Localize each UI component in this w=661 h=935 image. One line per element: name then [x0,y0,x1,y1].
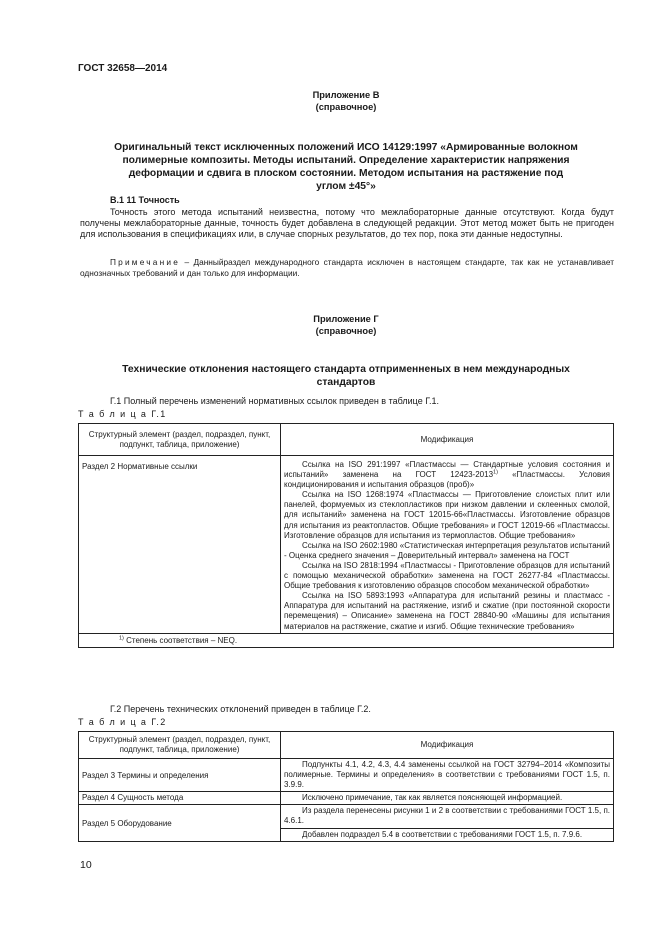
appendix-v-title: Приложение В [312,90,380,100]
heading-line: полимерные композиты. Методы испытаний. Определение характеристик напряжения [122,155,570,166]
heading-line: Технические отклонения настоящего стандарта отприменненых в нем международных [122,364,570,375]
table-header-modification: Модификация [281,424,614,456]
section-heading: В.1 11 Точность [110,195,180,205]
table-row-label: Раздел 2 Нормативные ссылки [79,456,281,634]
table-row-label: Раздел 3 Термины и определения [79,759,281,792]
footnote-mark: 1) [493,469,498,476]
table2-caption: Т а б л и ц а Г.2 [78,717,167,727]
document-header: ГОСТ 32658—2014 [78,63,168,74]
modification-paragraph [284,460,610,490]
g1-paragraph: Г.1 Полный перечень изменений нормативных ссылок приведен в таблице Г.1. [110,396,439,406]
modification-paragraph: Ссылка на ISO 1268:1974 «Пластмассы — Приготовление слоистых плит или панелей, формуемых из стеклопластиков при низком давлении и склеенных смолой, для испытаний» заменена на ГОСТ 12015-66«Пластмассы. Изготовление образцов для испытания из реактопластов. Общие требования» и ГОСТ 12019-66 «Пластмассы. Изготовление образцов для испытания из термопластов. Общие требования» [284,490,610,540]
appendix-g-subtitle: (справочное) [315,326,377,336]
paragraph-text: Ссылка на ISO 291:1997 «Пластмассы — Стандартные условия состояния и испытаний» заменена на ГОСТ 12423-2013 [284,460,610,480]
footnote-text: Степень соответствия – NEQ. [123,635,238,645]
page-number: 10 [80,859,92,871]
modification-paragraph: Подпункты 4.1, 4.2, 4.3, 4.4 заменены ссылкой на ГОСТ 32794–2014 «Композиты полимерные. Термины и определения» в соответствии с требованиями ГОСТ 1.5, п. 3.9.9. [284,760,610,790]
table-header-element: Структурный элемент (раздел, подраздел, пункт, подпункт, таблица, приложение) [79,732,281,759]
table-row-modification [281,792,614,805]
appendix-v-subtitle: (справочное) [315,102,377,112]
precision-paragraph: Точность этого метода испытаний неизвестна, потому что межлабораторные данные отсутствуют. Когда будут получены межлабораторные данные, точность будет добавлена в следующей редакции. Этот метод может быть не пригоден для использования в спецификациях или, в случае спорных результатов, до тех пор, пока эти данные недоступны. [80,207,614,240]
g2-paragraph: Г.2 Перечень технических отклонений приведен в таблице Г.2. [110,704,371,714]
heading-line: стандартов [316,377,376,388]
table-header-element: Структурный элемент (раздел, подраздел, пункт, подпункт, таблица, приложение) [79,424,281,456]
heading-line: Оригинальный текст исключенных положений ИСО 14129:1997 «Армированные волокном [114,142,578,153]
table-footnote [79,633,614,647]
modification-paragraph: Ссылка на ISO 5893:1993 «Аппаратура для испытаний резины и пластмасс - Аппаратура для испытаний на растяжение, изгиб и сжатие (при постоянной скорости перемещения) – Описание» заменена на ГОСТ 28840-90 «Машины для испытания материалов на растяжение, сжатие и изгиб. Общие технические требования» [284,591,610,631]
table-row-label: Раздел 5 Оборудование [79,805,281,841]
table-row-modification [281,805,614,841]
table1-caption: Т а б л и ц а Г.1 [78,409,167,419]
table-row-modification [281,759,614,792]
note-label: Примечание [110,257,181,267]
table-g2 [78,731,614,842]
note-paragraph [80,257,614,278]
footnote-mark: 1) [119,634,124,641]
heading-line: углом ±45°» [316,181,376,192]
table-row-modification [281,456,614,634]
modification-paragraph: Исключено примечание, так как является поясняющей информацией. [302,793,563,803]
table-header-modification: Модификация [281,732,614,759]
table-g1 [78,423,614,648]
appendix-g-heading [78,363,614,389]
modification-paragraph: Ссылка на ISO 2818:1994 «Пластмассы - Приготовление образцов для испытаний с помощью механической обработки» заменена на ГОСТ 26277-84 «Пластмассы. Общие требования к изготовлению образцов способом механической обработки» [284,560,610,591]
note-text: – Данныйраздел международного стандарта исключен в настоящем стандарте, так как не устанавливает однозначных требований и дан только для информации. [80,257,614,278]
paragraph-text: «Пластмассы. Условия кондиционирования и испытания образцов (проб)» [284,470,610,490]
appendix-v-heading [78,141,614,193]
modification-paragraph: Ссылка на ISO 2602:1980 «Статистическая интерпретация результатов испытаний - Оценка среднего значения – Доверительный интервал» заменена на ГОСТ [284,540,610,560]
modification-paragraph: Из раздела перенесены рисунки 1 и 2 в соответствии с требованиями ГОСТ 1.5, п. 4.6.1. [284,806,610,826]
table-row-label: Раздел 4 Сущность метода [79,792,281,805]
appendix-g-title: Приложение Г [313,314,379,324]
modification-paragraph: Добавлен подраздел 5.4 в соответствии с требованиями ГОСТ 1.5, п. 7.9.6. [281,828,613,841]
heading-line: деформации и сдвига в плоском состоянии. Методом испытания на растяжение под [128,168,564,179]
